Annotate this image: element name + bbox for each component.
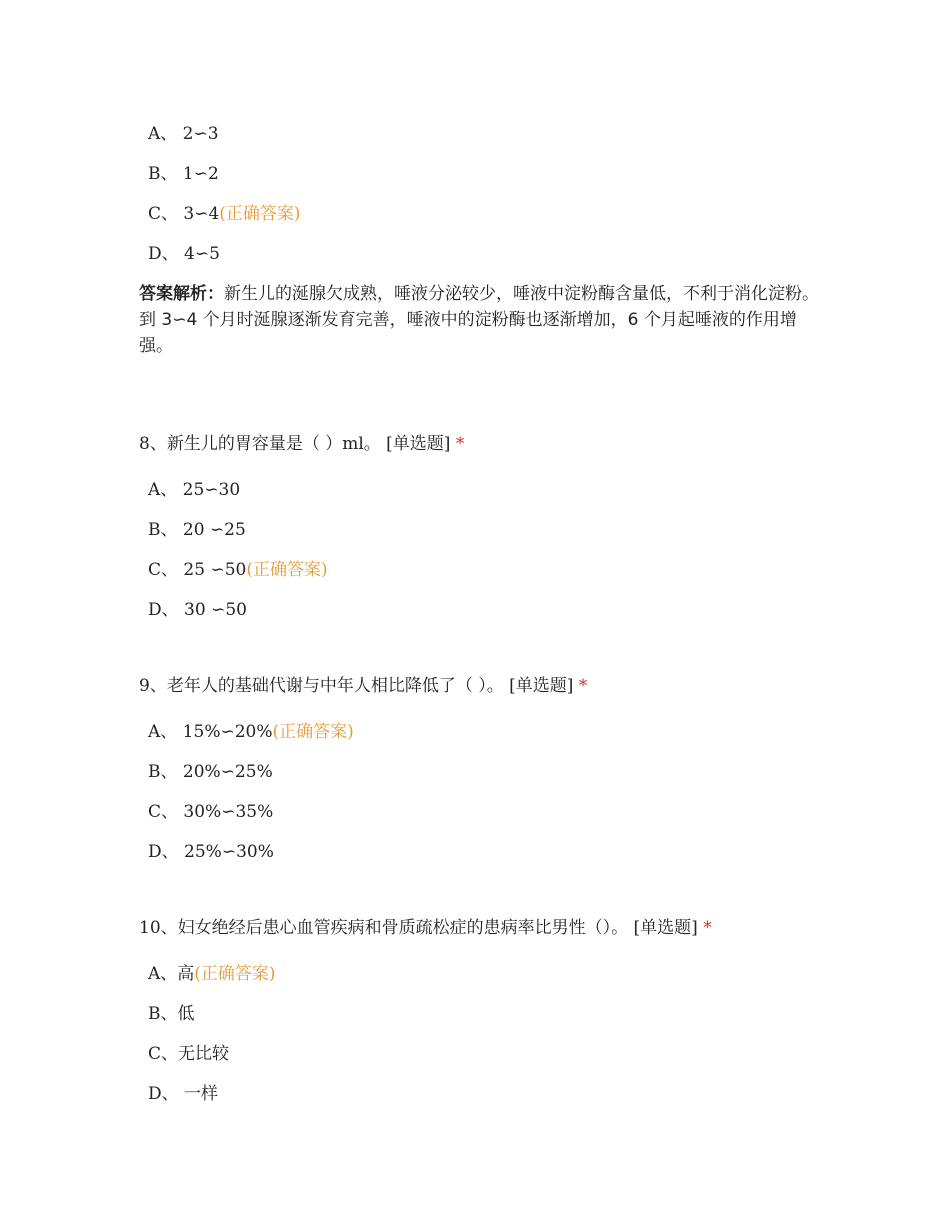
option-text: 高: [177, 964, 195, 984]
q10-title: [139, 916, 712, 940]
option-letter: B、: [148, 520, 178, 540]
option-letter: B、: [148, 164, 178, 184]
q9-option-d: [148, 840, 274, 864]
option-text: 1∽2: [177, 164, 219, 184]
option-text: 20%∽25%: [177, 762, 273, 782]
analysis-text: 新生儿的涎腺欠成熟，唾液分泌较少，唾液中淀粉酶含量低，不利于消化淀粉。到 3∽4 个月时涎腺逐渐发育完善，唾液中的淀粉酶也逐渐增加，6 个月起唾液的作用增强。: [139, 284, 819, 356]
option-letter: B、: [148, 762, 178, 782]
option-text: 15%∽20%: [177, 722, 273, 742]
option-letter: D、: [148, 842, 179, 862]
q8-option-b: [148, 518, 246, 542]
option-letter: C、: [148, 560, 179, 580]
q8-title: [139, 432, 464, 456]
question-text: 8、新生儿的胃容量是（ ）ml。 [单选题]: [139, 434, 456, 454]
option-letter: C、: [148, 802, 179, 822]
option-letter: A、: [148, 124, 178, 144]
option-text: 一样: [178, 1084, 219, 1104]
option-letter: D、: [148, 244, 179, 264]
option-letter: A、: [148, 480, 178, 500]
option-text: 20 ∽25: [177, 520, 246, 540]
q10-option-c: [148, 1042, 229, 1066]
option-text: 3∽4: [178, 204, 220, 224]
correct-answer-marker: (正确答案): [246, 560, 328, 580]
q7-answer-analysis: [139, 281, 819, 359]
required-mark: *: [578, 676, 588, 696]
q10-option-a: [148, 962, 276, 986]
option-text: 25∽30: [177, 480, 241, 500]
q8-option-a: [148, 478, 240, 502]
option-letter: D、: [148, 1084, 179, 1104]
option-letter: A、: [148, 964, 178, 984]
question-text: 10、妇女绝经后患心血管疾病和骨质疏松症的患病率比男性（）。 [单选题]: [139, 918, 704, 938]
q7-option-b: [148, 162, 219, 186]
correct-answer-marker: (正确答案): [219, 204, 301, 224]
option-letter: C、: [148, 204, 179, 224]
q10-option-d: [148, 1082, 218, 1106]
option-text: 25 ∽50: [178, 560, 247, 580]
option-text: 无比较: [178, 1044, 230, 1064]
option-text: 30%∽35%: [178, 802, 274, 822]
q8-option-d: [148, 598, 247, 622]
q9-option-a: [148, 720, 354, 744]
q7-option-a: [148, 122, 219, 146]
required-mark: *: [455, 434, 465, 454]
option-text: 4∽5: [178, 244, 220, 264]
correct-answer-marker: (正确答案): [272, 722, 354, 742]
option-text: 30 ∽50: [178, 600, 247, 620]
q10-option-b: [148, 1002, 195, 1026]
analysis-label: 答案解析：: [139, 284, 224, 304]
option-text: 2∽3: [177, 124, 219, 144]
option-text: 25%∽30%: [178, 842, 274, 862]
required-mark: *: [703, 918, 712, 938]
option-letter: B、: [148, 1004, 178, 1024]
correct-answer-marker: (正确答案): [194, 964, 276, 984]
q7-option-d: [148, 242, 220, 266]
option-letter: A、: [148, 722, 178, 742]
q9-option-b: [148, 760, 273, 784]
q7-option-c: [148, 202, 301, 226]
q9-title: [139, 674, 587, 698]
option-letter: C、: [148, 1044, 179, 1064]
option-text: 低: [177, 1004, 195, 1024]
option-letter: D、: [148, 600, 179, 620]
q9-option-c: [148, 800, 273, 824]
question-text: 9、老年人的基础代谢与中年人相比降低了（ ）。 [单选题]: [139, 676, 579, 696]
q8-option-c: [148, 558, 328, 582]
